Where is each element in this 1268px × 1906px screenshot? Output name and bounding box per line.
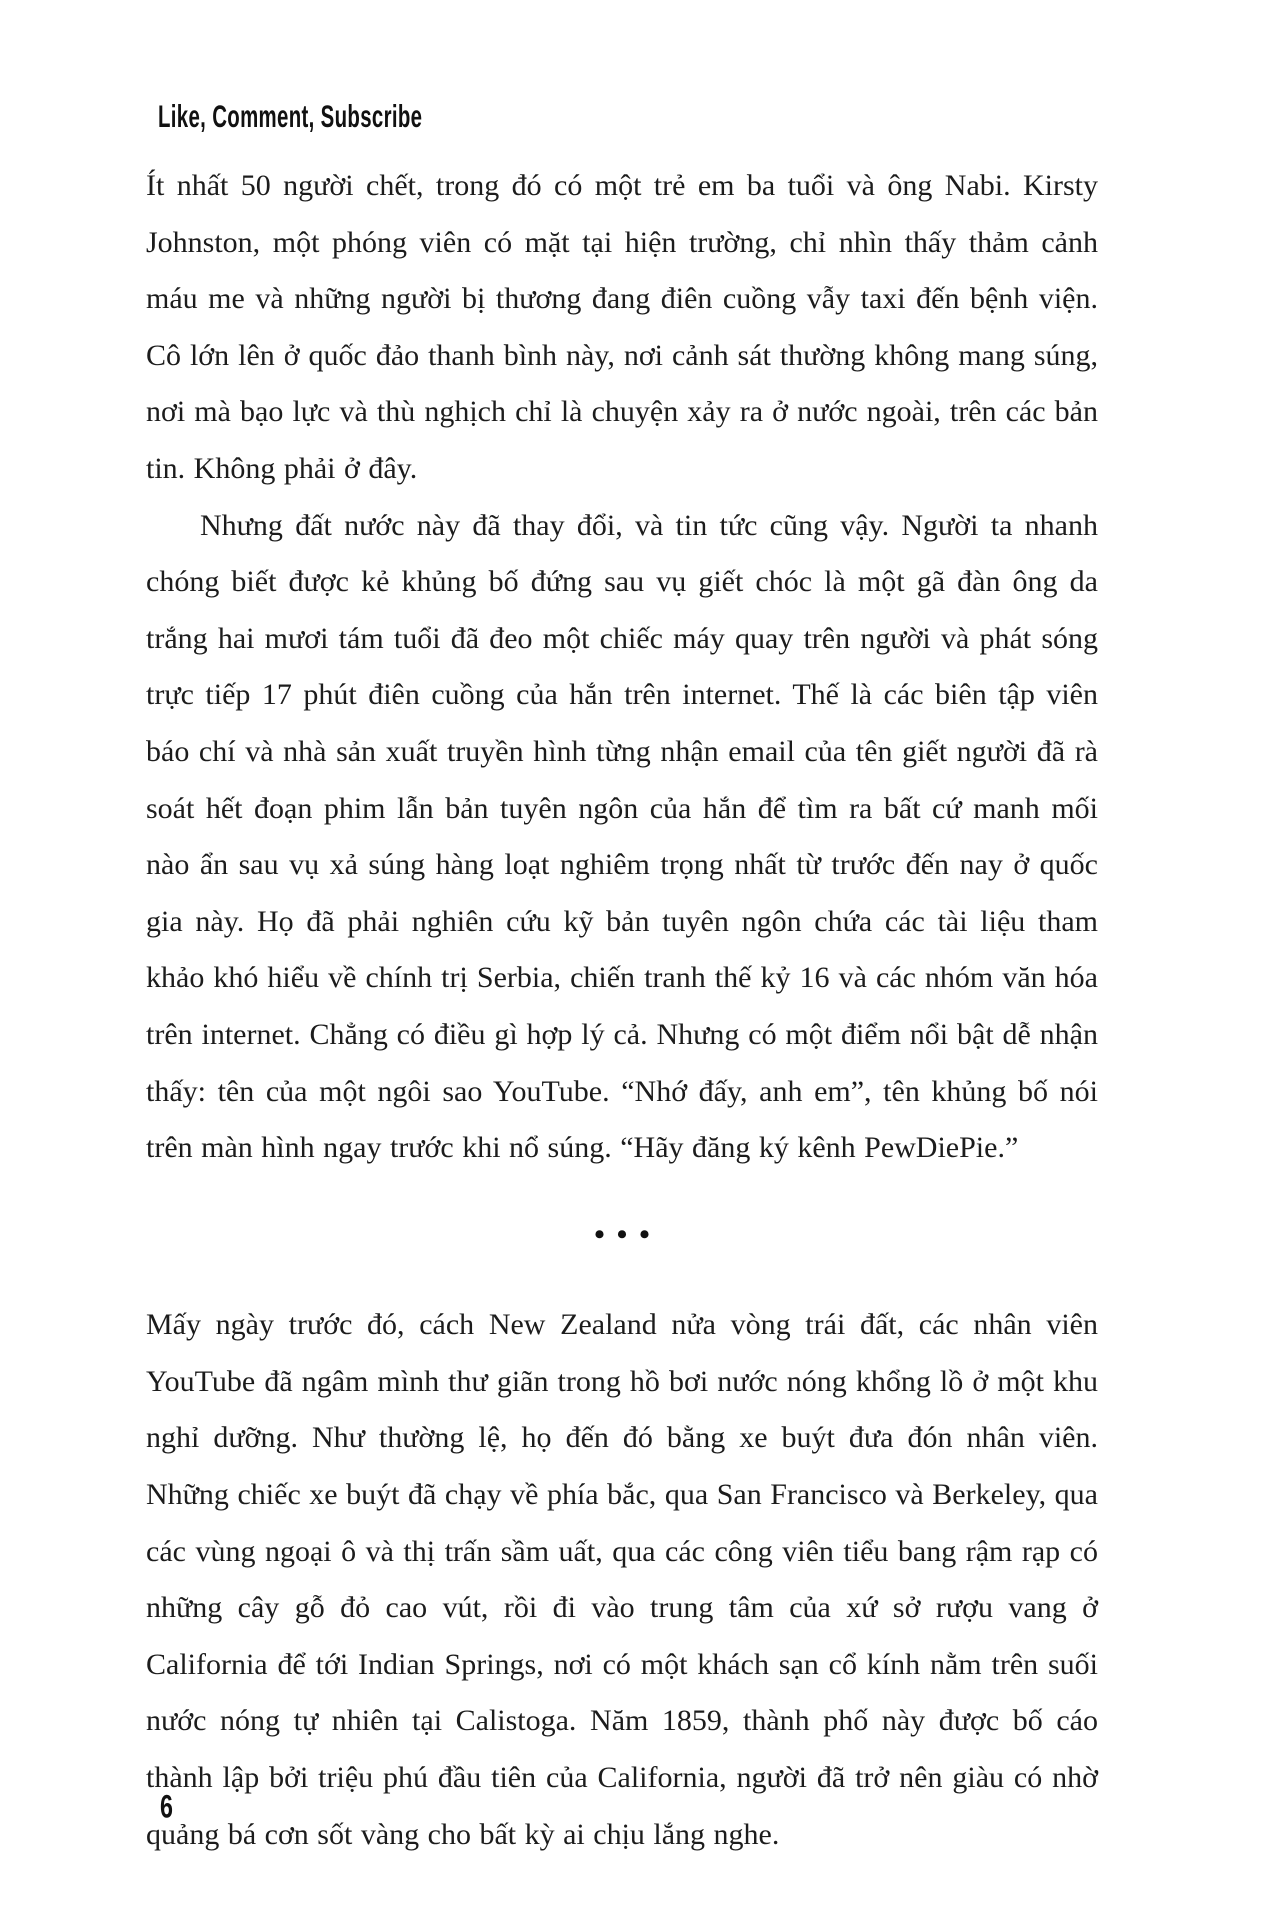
body-text-block — [146, 158, 1098, 1863]
section-separator-dots: ••• — [594, 1217, 662, 1251]
page-number: 6 — [160, 1788, 173, 1825]
paragraph-2: Nhưng đất nước này đã thay đổi, và tin tức cũng vậy. Người ta nhanh chóng biết được kẻ khủng bố đứng sau vụ giết chóc là một gã đàn ông da trắng hai mươi tám tuổi đã đeo một chiếc máy quay trên người và phát sóng trực tiếp 17 phút điên cuồng của hắn trên internet. Thế là các biên tập viên báo chí và nhà sản xuất truyền hình từng nhận email của tên giết người đã rà soát hết đoạn phim lẫn bản tuyên ngôn của hắn để tìm ra bất cứ manh mối nào ẩn sau vụ xả súng hàng loạt nghiêm trọng nhất từ trước đến nay ở quốc gia này. Họ đã phải nghiên cứu kỹ bản tuyên ngôn chứa các tài liệu tham khảo khó hiểu về chính trị Serbia, chiến tranh thế kỷ 16 và các nhóm văn hóa trên internet. Chẳng có điều gì hợp lý cả. Nhưng có một điểm nổi bật dễ nhận thấy: tên của một ngôi sao YouTube. “Nhớ đấy, anh em”, tên khủng bố nói trên màn hình ngay trước khi nổ súng. “Hãy đăng ký kênh PewDiePie.” — [146, 508, 1098, 1165]
paragraph-3: Mấy ngày trước đó, cách New Zealand nửa vòng trái đất, các nhân viên YouTube đã ngâm mình thư giãn trong hồ bơi nước nóng khổng lồ ở một khu nghỉ dưỡng. Như thường lệ, họ đến đó bằng xe buýt đưa đón nhân viên. Những chiếc xe buýt đã chạy về phía bắc, qua San Francisco và Berkeley, qua các vùng ngoại ô và thị trấn sầm uất, qua các công viên tiểu bang rậm rạp có những cây gỗ đỏ cao vút, rồi đi vào trung tâm của xứ sở rượu vang ở California để tới Indian Springs, nơi có một khách sạn cổ kính nằm trên suối nước nóng tự nhiên tại Calistoga. Năm 1859, thành phố này được bố cáo thành lập bởi triệu phú đầu tiên của California, người đã trở nên giàu có nhờ quảng bá cơn sốt vàng cho bất kỳ ai chịu lắng nghe. — [146, 1308, 1098, 1851]
running-header-title: Like, Comment, Subscribe — [158, 100, 423, 135]
paragraph-1: Ít nhất 50 người chết, trong đó có một trẻ em ba tuổi và ông Nabi. Kirsty Johnston, một phóng viên có mặt tại hiện trường, chỉ nhìn thấy thảm cảnh máu me và những người bị thương đang điên cuồng vẫy taxi đến bệnh viện. Cô lớn lên ở quốc đảo thanh bình này, nơi cảnh sát thường không mang súng, nơi mà bạo lực và thù nghịch chỉ là chuyện xảy ra ở nước ngoài, trên các bản tin. Không phải ở đây. — [146, 169, 1098, 485]
